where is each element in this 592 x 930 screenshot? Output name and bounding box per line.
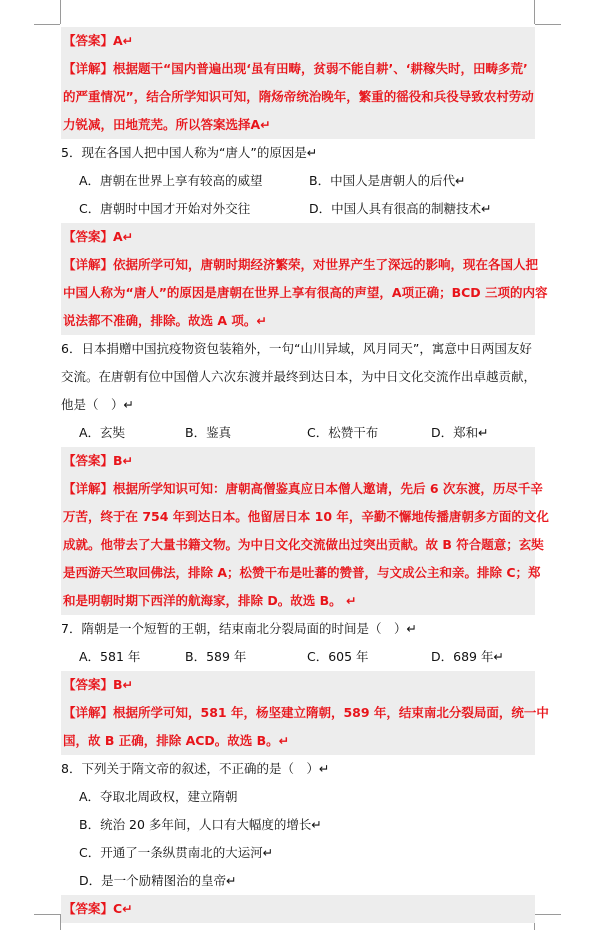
question-6-stem: 6．日本捐赠中国抗疫物资包装箱外，一句“山川异域，风月同天”，寓意中日两国友好 [61, 341, 532, 356]
detail-line: 是西游天竺取回佛法，排除 A；松赞干布是吐蕃的赞普，与文成公主和亲。排除 C；郑 [63, 565, 541, 580]
question-8-options [61, 783, 535, 895]
answer-block-q6 [61, 447, 549, 615]
option-a: A．581 年 [79, 649, 141, 664]
question-6-options [61, 419, 535, 447]
option-c: C．开通了一条纵贯南北的大运河↵ [79, 845, 274, 860]
question-7-options [61, 643, 535, 671]
detail-line: 的严重情况”，结合所学知识可知，隋炀帝统治晚年，繁重的徭役和兵役导致农村劳动 [63, 89, 534, 104]
option-b: B．中国人是唐朝人的后代↵ [309, 173, 466, 188]
answer-line: 【答案】B↵ [63, 677, 134, 692]
detail-line: 中国人称为“唐人”的原因是唐朝在世界上享有很高的声望，A项正确；BCD 三项的内容 [63, 285, 548, 300]
question-5-options-row-2 [61, 195, 535, 223]
detail-line: 万苦，终于在 754 年到达日本。他留居日本 10 年，辛勤不懈地传播唐朝多方面的文化 [63, 509, 549, 524]
answer-line: 【答案】C↵ [63, 901, 133, 916]
question-7-stem: 7．隋朝是一个短暂的王朝，结束南北分裂局面的时间是（ ）↵ [61, 621, 417, 636]
detail-line: 【详解】根据所学知识可知：唐朝高僧鉴真应日本僧人邀请，先后 6 次东渡，历尽千辛 [63, 481, 543, 496]
answer-block-q7 [61, 671, 549, 755]
question-5-options-row-1 [61, 167, 535, 195]
option-d: D．是一个励精图治的皇帝↵ [79, 873, 237, 888]
answer-block-q8 [61, 895, 535, 923]
question-5-stem: 5．现在各国人把中国人称为“唐人”的原因是↵ [61, 145, 318, 160]
answer-block-q4 [61, 27, 535, 139]
option-d: D．689 年↵ [431, 649, 504, 664]
crop-mark-top-left [60, 0, 61, 24]
detail-line: 和是明朝时期下西洋的航海家，排除 D。故选 B。 ↵ [63, 593, 357, 608]
detail-line: 【详解】根据题干“国内普遍出现‘虽有田畴，贫弱不能自耕’、‘耕稼失时，田畴多荒’ [63, 61, 528, 76]
option-b: B．589 年 [185, 649, 247, 664]
option-b: B．统治 20 多年间，人口有大幅度的增长↵ [79, 817, 322, 832]
option-a: A．玄奘 [79, 425, 126, 440]
option-a: A．夺取北周政权，建立隋朝 [79, 789, 238, 804]
crop-mark-bottom-right [535, 914, 561, 915]
crop-mark-top-right [535, 24, 561, 25]
option-b: B．鉴真 [185, 425, 232, 440]
question-8-stem: 8．下列关于隋文帝的叙述，不正确的是（ ）↵ [61, 761, 330, 776]
option-d: D．中国人具有很高的制糖技术↵ [309, 201, 492, 216]
answer-line: 【答案】A↵ [63, 229, 134, 244]
detail-line: 【详解】依据所学可知，唐朝时期经济繁荣，对世界产生了深远的影响，现在各国人把 [63, 257, 539, 272]
option-c: C．松赞干布 [307, 425, 379, 440]
question-6-stem: 交流。在唐朝有位中国僧人六次东渡并最终到达日本，为中日文化交流作出卓越贡献， [61, 369, 537, 384]
option-c: C．唐朝时中国才开始对外交往 [79, 201, 251, 216]
document-page [61, 27, 549, 923]
crop-mark-bottom-left [34, 914, 60, 915]
crop-mark-top-left [34, 24, 60, 25]
answer-line: 【答案】A↵ [63, 33, 134, 48]
detail-line: 国，故 B 正确，排除 ACD。故选 B。↵ [63, 733, 290, 748]
detail-line: 成就。他带去了大量书籍文物。为中日文化交流做出过突出贡献。故 B 符合题意；玄奘 [63, 537, 544, 552]
detail-line: 力锐减，田地荒芜。所以答案选择A↵ [63, 117, 271, 132]
option-a: A．唐朝在世界上享有较高的威望 [79, 173, 263, 188]
option-c: C．605 年 [307, 649, 369, 664]
option-d: D．郑和↵ [431, 425, 489, 440]
detail-line: 说法都不准确，排除。故选 A 项。↵ [63, 313, 267, 328]
crop-mark-top-right [534, 0, 535, 24]
detail-line: 【详解】根据所学可知，581 年，杨坚建立隋朝，589 年，结束南北分裂局面，统一中 [63, 705, 549, 720]
question-6-stem: 他是（ ）↵ [61, 397, 134, 412]
answer-line: 【答案】B↵ [63, 453, 134, 468]
answer-block-q5 [61, 223, 548, 335]
